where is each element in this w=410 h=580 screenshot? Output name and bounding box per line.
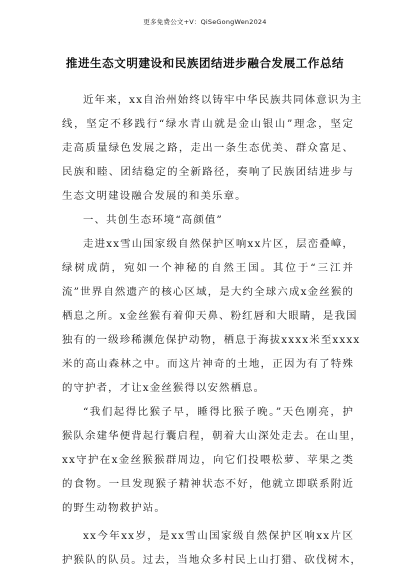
body-line: 流”世界自然遗产的核心区域，是大约全球六成x金丝猴的 <box>62 286 354 298</box>
section-heading: 一、共创生态环境“高颜值” <box>83 214 223 226</box>
document-title: 推进生态文明建设和民族团结进步融合发展工作总结 <box>65 56 345 70</box>
body-line: 的野生动物救护站。 <box>62 502 166 514</box>
body-line: 的食物。一旦发现猴子精神状态不好，他就立即联系附近 <box>62 478 354 490</box>
body-line: “我们起得比猴子早，睡得比猴子晚。”天色刚亮，护 <box>83 406 354 418</box>
body-line: 的守护者，才让x金丝猴得以安然栖息。 <box>62 382 266 394</box>
body-line: xx今年xx岁，是xx雪山国家级自然保护区响xx片区 <box>83 530 354 542</box>
body-line: 生态文明建设融合发展的和美乐章。 <box>62 190 247 202</box>
body-line: 走进xx雪山国家级自然保护区响xx片区，层峦叠嶂， <box>83 238 354 250</box>
body-line: 绿树成荫，宛如一个神秘的自然王国。其位于“三江并 <box>62 262 354 274</box>
body-line: 米的高山森林之中。而这片神奇的土地，正因为有了特殊 <box>62 358 354 370</box>
body-line: 猴队余建华便背起行囊启程，朝着大山深处走去。在山里， <box>62 430 363 442</box>
body-line: 线，坚定不移践行“绿水青山就是金山银山”理念，坚定 <box>62 118 354 130</box>
body-line: xx守护在x金丝猴猴群周边，向它们投喂松萝、苹果之类 <box>62 454 354 466</box>
body-line: 走高质量绿色发展之路，走出一条生态优美、群众富足、 <box>62 142 354 154</box>
header-note: 更多免费公文+V：QiSeGongWen2024 <box>143 18 267 26</box>
body-line: 民族和睦、团结稳定的全新路径，奏响了民族团结进步与 <box>62 166 354 178</box>
body-line: 护猴队的队员。过去，当地众多村民上山打猎、砍伐树木， <box>62 554 363 566</box>
body-line: 栖息之所。x金丝猴有着仰天鼻、粉红唇和大眼睛，是我国 <box>62 310 358 322</box>
body-line: 独有的一级珍稀濒危保护动物，栖息于海拔xxxx米至xxxx <box>62 334 361 346</box>
body-line: 近年来，xx自治州始终以铸牢中华民族共同体意识为主 <box>83 94 363 106</box>
